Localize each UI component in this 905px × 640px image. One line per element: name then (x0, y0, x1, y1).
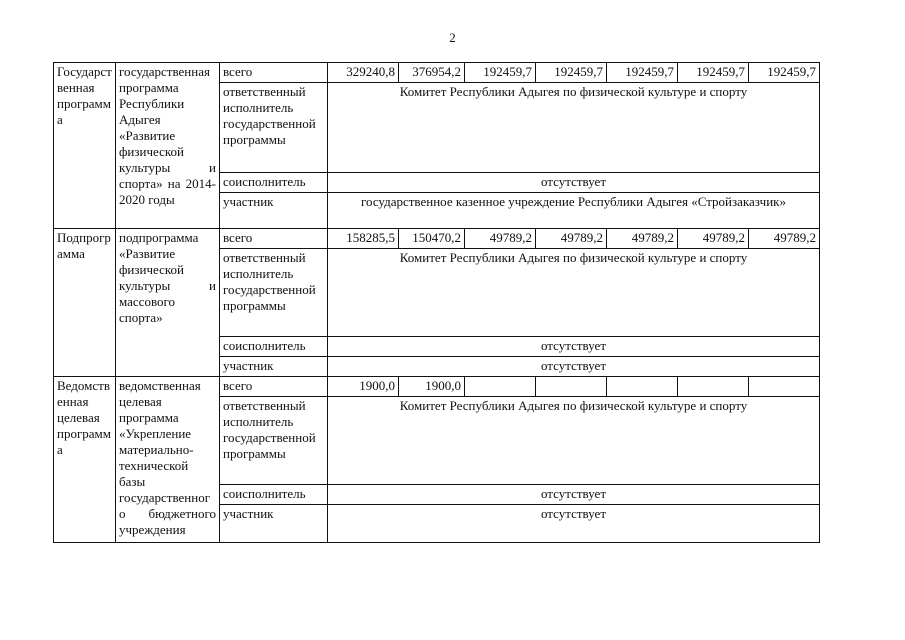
coexecutor-label: соисполнитель (220, 485, 328, 505)
responsible-label: ответственный исполнитель государственной программы (220, 249, 328, 337)
participant-value: отсутствует (328, 357, 820, 377)
page-number: 2 (449, 30, 456, 45)
value-cell (749, 377, 820, 397)
value-cell: 192459,7 (607, 63, 678, 83)
value-cell: 150470,2 (399, 229, 465, 249)
coexecutor-label: соисполнитель (220, 337, 328, 357)
coexecutor-value: отсутствует (328, 173, 820, 193)
value-cell: 49789,2 (465, 229, 536, 249)
row-type-cell: Подпрограмма (54, 229, 116, 377)
value-cell (465, 377, 536, 397)
value-cell: 329240,8 (328, 63, 399, 83)
participant-label: участник (220, 505, 328, 543)
participant-value: государственное казенное учреждение Республики Адыгея «Стройзаказчик» (328, 193, 820, 229)
table-row (54, 63, 820, 83)
value-cell: 192459,7 (749, 63, 820, 83)
value-cell: 192459,7 (465, 63, 536, 83)
participant-label: участник (220, 357, 328, 377)
value-cell: 192459,7 (678, 63, 749, 83)
participant-value: отсутствует (328, 505, 820, 543)
value-cell: 376954,2 (399, 63, 465, 83)
value-cell (536, 377, 607, 397)
vsego-label: всего (220, 229, 328, 249)
responsible-label: ответственный исполнитель государственной программы (220, 397, 328, 485)
responsible-value: Комитет Республики Адыгея по физической культуре и спорту (328, 249, 820, 337)
value-cell: 1900,0 (399, 377, 465, 397)
participant-label: участник (220, 193, 328, 229)
value-cell: 158285,5 (328, 229, 399, 249)
value-cell: 49789,2 (607, 229, 678, 249)
responsible-label: ответственный исполнитель государственной программы (220, 83, 328, 173)
value-cell (607, 377, 678, 397)
program-name-cell: государственная программа Республики Адыгея «Развитие физической культуры и спорта» на 2014-2020 годы (116, 63, 220, 229)
program-finance-table (53, 62, 820, 543)
coexecutor-value: отсутствует (328, 485, 820, 505)
program-name-cell: ведомственная целевая программа «Укрепление материально-технической базы государственного бюджетного учреждения (116, 377, 220, 543)
table-row (54, 229, 820, 249)
table-row (54, 377, 820, 397)
value-cell: 1900,0 (328, 377, 399, 397)
vsego-label: всего (220, 377, 328, 397)
row-type-cell: Государственная программа (54, 63, 116, 229)
coexecutor-value: отсутствует (328, 337, 820, 357)
value-cell: 192459,7 (536, 63, 607, 83)
responsible-value: Комитет Республики Адыгея по физической культуре и спорту (328, 397, 820, 485)
vsego-label: всего (220, 63, 328, 83)
coexecutor-label: соисполнитель (220, 173, 328, 193)
program-name-cell: подпрограмма «Развитие физической культуры и массового спорта» (116, 229, 220, 377)
value-cell: 49789,2 (749, 229, 820, 249)
value-cell: 49789,2 (678, 229, 749, 249)
value-cell (678, 377, 749, 397)
value-cell: 49789,2 (536, 229, 607, 249)
row-type-cell: Ведомственная целевая программа (54, 377, 116, 543)
responsible-value: Комитет Республики Адыгея по физической культуре и спорту (328, 83, 820, 173)
